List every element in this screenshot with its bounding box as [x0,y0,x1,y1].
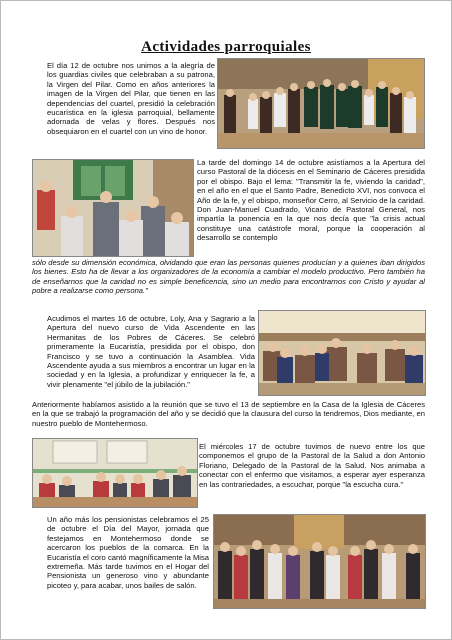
paragraph-apertura-pastoral-top [197,158,425,258]
photo-dia-mayor-group [213,514,426,609]
photo-seminario-group [32,159,194,257]
paragraph-text: Un año más los pensionistas celebramos el 25 de octubre el Día del Mayor, jornada que festejamos en Montehermoso donde se acercaron los pueblos de la comarca. En la Eucaristía el coro cantó magníficamente la Misa extremeña. Más tarde tuvimos en el Hogar del Pensionista un generoso vino y abundante picoteo y, para acabar, unos bailes de salón. [47,515,209,590]
photo-pastoral-salud-meeting [32,438,198,508]
paragraph-guardia-civil [47,61,215,136]
paragraph-text: Anteriormente habíamos asistido a la reunión que se tuvo el 13 de septiembre en la Casa de la Iglesia de Cáceres en la que se trabajó la programación del año y se decidió que la clausura del curso la tendremos, Dios mediante, en nuestro pueblo de Montehermoso. [32,400,425,428]
photo-guardia-civil-group [217,58,425,149]
paragraph-casa-iglesia [32,400,425,428]
paragraph-vida-ascendente [47,314,255,389]
photo-vida-ascendente-assembly [258,310,426,396]
page-title: Actividades parroquiales [141,39,311,55]
paragraph-apertura-pastoral-quote [32,258,425,304]
paragraph-text: La tarde del domingo 14 de octubre asistíamos a la Apertura del curso Pastoral de la diócesis en el Seminario de Cáceres presidida por el obispo. Bajo el lema: "Transmitir la fe, viviendo la caridad", en el año en el que el Santo Padre, Benedicto XVI, nos convoca el Año de la fe, y el obispo, monseñor Cerro, al Servicio de la caridad. Don Juan-Manuel Cuadrado, Vicario de Pastoral General, nos impartía la ponencia en la que nos decía que "la crisis actual constituye una catástrofe moral, porque la cooperación al desarrollo se contemplo [197,158,425,243]
paragraph-quote-text: sólo desde su dimensión económica, olvidando que eran las personas quienes producían y a quienes iban dirigidos los bienes. Esto ha de llevar a los organizadores de la economía a cambiar el modelo productivo. Pero también ha de enseñarnos que la caridad no es simple beneficencia, sino un medio para encontrarnos con Cristo y ayudar al pobre a realizarse como persona." [32,258,425,296]
paragraph-text: El día 12 de octubre nos unimos a la alegría de los guardias civiles que celebraban a su patrona, la Virgen del Pilar. Como en años anteriores la imagen de la Virgen del Pilar, que tienen en las dependencias del cuartel, presidió la celebración eucarística en la iglesia parroquial, bellamente adornada de velas y flores. Después nos obsequiaron en el cuartel con un vino de honor. [47,61,215,136]
paragraph-pastoral-salud [199,442,425,489]
paragraph-text: Acudimos el martes 16 de octubre, Loly, Ana y Sagrario a la Apertura del nuevo curso de Vida Ascendente en las Hermanitas de los Pobres de Cáceres. Se celebró primeramente la Eucaristía, presidida por el obispo, don Francisco y se tuvo a continuación la Asamblea. Vida Ascendente ayuda a sus miembros a encontrar un lugar en la sociedad y en la Iglesia, a profundizar y enriquecer la fe, a vivir plenamente "el júbilo de la jubilación." [47,314,255,389]
paragraph-dia-mayor [47,515,209,590]
paragraph-text: El miércoles 17 de octubre tuvimos de nuevo entre los que componemos el grupo de la Pastoral de la Salud a don Antonio Floriano, Delegado de la Pastoral de la Salud. Nos animaba a conectar con el enfermo que visitamos, a esperar ayer esperanza en las contrariedades, a escuchar, porque "la escucha cura." [199,442,425,489]
